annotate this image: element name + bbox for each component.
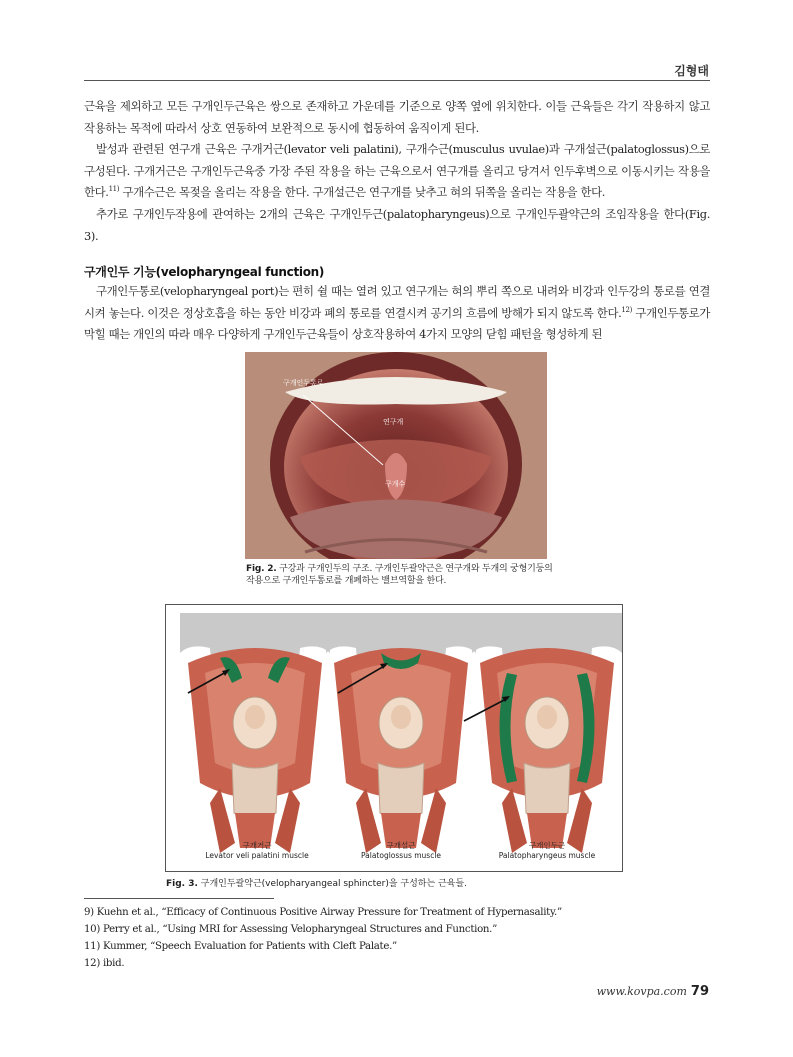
footnotes xyxy=(84,904,710,972)
footnote-ref-11[interactable]: 11) xyxy=(108,185,120,194)
paragraph-2-text: 발성과 관련된 연구개 근육은 구개거근(levator veli palatini), 구개수근(musculus uvulae)과 구개설근(palatoglossus)으로 구성된다. 구개거근은 구개인두근육중 가장 주된 작용을 하는 근육으로서 연구개를 올리고 당겨서 인두후벽으로 이동시키는 작용을 한다. xyxy=(84,142,710,200)
running-header-author: 김형태 xyxy=(674,64,709,78)
body-text-section xyxy=(84,281,710,346)
paragraph-1: 근육을 제외하고 모든 구개인두근육은 쌍으로 존재하고 가운데를 기준으로 양쪽 옆에 위치한다. 이들 근육들은 각기 작용하지 않고 작용하는 목적에 따라서 상호 연동하여 보완적으로 동시에 협동하여 움직이게 된다. xyxy=(84,99,710,135)
figure-2-oral-cavity-photo xyxy=(245,352,547,559)
footnote-ref-12[interactable]: 12) xyxy=(621,305,632,314)
panel-3-label xyxy=(472,841,622,861)
figure-3-caption-text: 구개인두괄약근(velopharyangeal sphincter)을 구성하는 근육들. xyxy=(197,879,467,889)
panel-3-english: Palatopharyngeus muscle xyxy=(498,851,596,860)
footnote-11: 11) Kummer, “Speech Evaluation for Patients with Cleft Palate.” xyxy=(84,941,397,952)
label-velopharyngeal-port: 구개인두통로 xyxy=(283,379,324,387)
figure-2-label: Fig. 2. xyxy=(246,564,277,574)
figure-3-frame xyxy=(165,604,623,872)
panel-2-korean: 구개설근 xyxy=(386,841,416,850)
figure-3-label: Fig. 3. xyxy=(166,879,198,889)
panel-1-english: Levator veli palatini muscle xyxy=(205,851,309,860)
site-url[interactable]: www.kovpa.com xyxy=(596,985,687,998)
figure-2-caption xyxy=(246,563,556,587)
oral-cavity-illustration xyxy=(245,352,547,559)
paragraph-4 xyxy=(84,281,710,346)
footnote-12: 12) ibid. xyxy=(84,958,125,969)
paragraph-2 xyxy=(84,139,710,204)
panel-3-korean: 구개인두근 xyxy=(528,841,566,850)
label-velum: 연구개 xyxy=(383,418,404,426)
footnote-9: 9) Kuehn et al., “Efficacy of Continuous Positive Airway Pressure for Treatment of Hypernasality.” xyxy=(84,907,562,918)
paragraph-4-text: 구개인두통로(velopharyngeal port)는 편히 쉴 때는 열려 있고 연구개는 혀의 뿌리 쪽으로 내려와 비강과 인두강의 통로를 연결시켜 놓는다. 이것은 정상호흡을 하는 동안 비강과 폐의 통로를 연결시켜 공기의 흐름에 방해가 되지 않도록 한다. xyxy=(84,284,710,320)
panel-1-label xyxy=(182,841,332,861)
page-number: 79 xyxy=(690,984,709,999)
paragraph-4-tail: 구개인두통로가 막힐 때는 개인의 따라 매우 다양하게 구개인두근육들이 상호작용하여 4가지 모양의 닫힘 패턴을 형성하게 된 xyxy=(84,305,710,342)
header-rule xyxy=(84,80,710,81)
panel-2-label xyxy=(326,841,476,861)
footnote-rule xyxy=(84,898,274,899)
panel-1-korean: 구개거근 xyxy=(242,841,272,850)
figure-3-caption xyxy=(166,876,467,889)
figure-2-caption-text: 구강과 구개인두의 구조. 구개인두괄약근은 연구개와 두개의 궁형기둥의 작용으로 구개인두통로를 개폐하는 밸브역할을 한다. xyxy=(246,564,553,586)
panel-2-english: Palatoglossus muscle xyxy=(360,851,442,860)
section-heading: 구개인두 기능(velopharyngeal function) xyxy=(84,265,325,279)
label-uvula: 구개수 xyxy=(385,480,406,488)
body-text-top xyxy=(84,96,710,247)
paragraph-3: 추가로 구개인두작용에 관여하는 2개의 근육은 구개인두근(palatopharyngeus)으로 구개인두괄약근의 조임작용을 한다(Fig. 3). xyxy=(84,206,710,243)
paragraph-2-tail: 구개수근은 목젖을 올리는 작용을 한다. 구개설근은 연구개를 낮추고 혀의 뒤쪽을 올리는 작용을 한다. xyxy=(119,185,606,200)
figure-3-muscle-illustrations xyxy=(166,605,622,871)
footnote-10: 10) Perry et al., “Using MRI for Assessing Velopharyngeal Structures and Function.” xyxy=(84,924,498,935)
page-footer xyxy=(597,984,709,999)
